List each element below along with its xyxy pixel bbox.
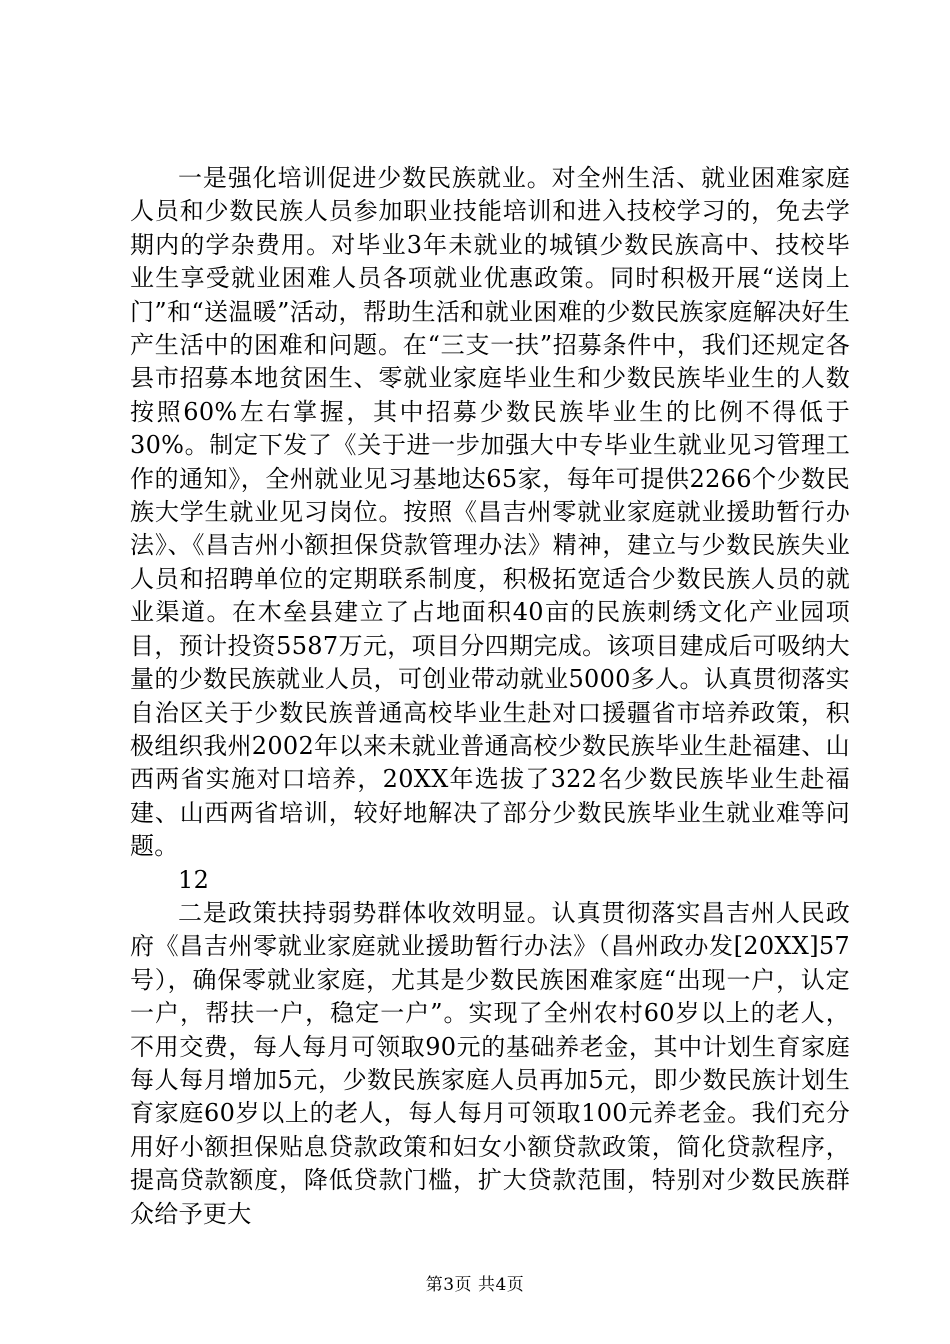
- page-footer: 第3页 共4页: [425, 1275, 525, 1295]
- paragraph-1: 一是强化培训促进少数民族就业。对全州生活、就业困难家庭人员和少数民族人员参加职业技能培训和进入技校学习的，免去学期内的学杂费用。对毕业3年未就业的城镇少数民族高中、技校毕业生享受就业困难人员各项就业优惠政策。同时积极开展“送岗上门”和“送温暖”活动，帮助生活和就业困难的少数民族家庭解决好生产生活中的困难和问题。在“三支一扶”招募条件中，我们还规定各县市招募本地贫困生、零就业家庭毕业生和少数民族毕业生的人数按照60%左右掌握，其中招募少数民族毕业生的比例不得低于30%。制定下发了《关于进一步加强大中专毕业生就业见习管理工作的通知》，全州就业见习基地达65家，每年可提供2266个少数民族大学生就业见习岗位。按照《昌吉州零就业家庭就业援助暂行办法》、《昌吉州小额担保贷款管理办法》精神，建立与少数民族失业人员和招聘单位的定期联系制度，积极拓宽适合少数民族人员的就业渠道。在木垒县建立了占地面积40亩的民族刺绣文化产业园项目，预计投资5587万元，项目分四期完成。该项目建成后可吸纳大量的少数民族就业人员，可创业带动就业5000多人。认真贯彻落实自治区关于少数民族普通高校毕业生赴对口援疆省市培养政策，积极组织我州2002年以来未就业普通高校少数民族毕业生赴福建、山西两省实施对口培养，20XX年选拔了322名少数民族毕业生赴福建、山西两省培训，较好地解决了部分少数民族毕业生就业难等问题。: [130, 164, 850, 861]
- paragraph-2: 二是政策扶持弱势群体收效明显。认真贯彻落实昌吉州人民政府《昌吉州零就业家庭就业援助暂行办法》（昌州政办发[20XX]57号），确保零就业家庭，尤其是少数民族困难家庭“出现一户，认定一户，帮扶一户，稳定一户”。实现了全州农村60岁以上的老人，不用交费，每人每月可领取90元的基础养老金，其中计划生育家庭每人每月增加5元，少数民族家庭人员再加5元，即少数民族计划生育家庭60岁以上的老人，每人每月可领取100元养老金。我们充分用好小额担保贴息贷款政策和妇女小额贷款政策，简化贷款程序，提高贷款额度，降低贷款门槛，扩大贷款范围，特别对少数民族群众给予更大: [130, 898, 850, 1228]
- inline-page-number: 12: [178, 865, 210, 894]
- document-body: [130, 162, 850, 1231]
